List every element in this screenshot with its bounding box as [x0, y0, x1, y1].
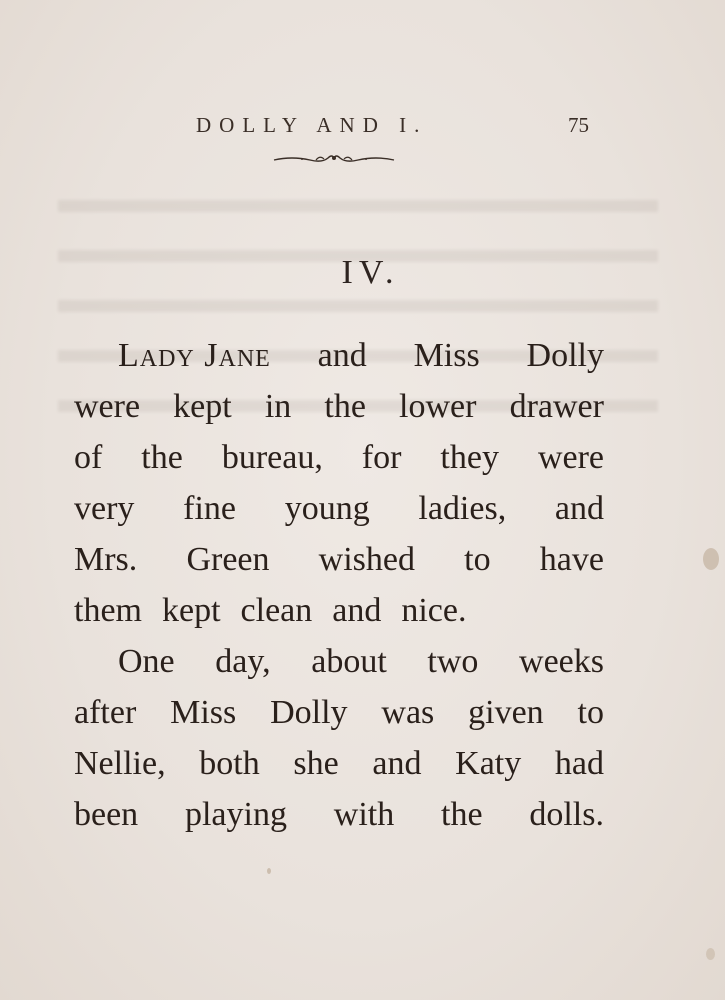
word: for: [361, 439, 402, 476]
word: weeks: [519, 643, 604, 680]
text-line: [74, 483, 604, 534]
word: Nellie,: [74, 745, 166, 782]
word: Mrs.: [74, 541, 138, 578]
word: to: [577, 694, 604, 731]
word: the: [324, 388, 366, 425]
word: them: [74, 592, 142, 629]
word: about: [311, 643, 387, 680]
word: and: [554, 490, 604, 527]
word: have: [539, 541, 604, 578]
text-line: [74, 534, 604, 585]
word: wished: [318, 541, 415, 578]
word: lower: [399, 388, 477, 425]
text-line: [74, 585, 604, 636]
foxing-spot: [267, 868, 271, 874]
text-line: [74, 738, 604, 789]
word: nice.: [401, 592, 467, 629]
word: bureau,: [221, 439, 323, 476]
word: Lady Jane: [118, 337, 271, 374]
text-line: [74, 432, 604, 483]
word: she: [293, 745, 339, 782]
word: of: [74, 439, 103, 476]
word: the: [141, 439, 183, 476]
word: two: [427, 643, 479, 680]
word: in: [264, 388, 292, 425]
text-line: [74, 330, 604, 381]
word: day,: [215, 643, 271, 680]
word: clean: [240, 592, 313, 629]
word: drawer: [509, 388, 604, 425]
word: ladies,: [418, 490, 507, 527]
word: and: [317, 337, 367, 374]
word: One: [118, 643, 175, 680]
word: was: [381, 694, 435, 731]
word: Dolly: [270, 694, 348, 731]
word: dolls.: [529, 796, 604, 833]
word: had: [554, 745, 604, 782]
word: kept: [173, 388, 232, 425]
text-line: [74, 636, 604, 687]
word: both: [199, 745, 260, 782]
running-title: DOLLY AND I.: [196, 113, 428, 137]
foxing-spot: [706, 948, 715, 960]
text-line: [74, 381, 604, 432]
word: Green: [186, 541, 270, 578]
word: fine: [183, 490, 236, 527]
word: after: [74, 694, 137, 731]
word: kept: [161, 592, 221, 629]
word: and: [372, 745, 422, 782]
word: very: [74, 490, 135, 527]
word: the: [441, 796, 483, 833]
chapter-heading: IV.: [341, 254, 400, 291]
word: Miss: [170, 694, 237, 731]
word: were: [537, 439, 604, 476]
word: playing: [184, 796, 287, 833]
word: with: [333, 796, 395, 833]
word: Dolly: [526, 337, 604, 374]
text-line: [74, 687, 604, 738]
word: given: [468, 694, 544, 731]
foxing-spot: [703, 548, 719, 570]
word: been: [74, 796, 139, 833]
word: to: [464, 541, 491, 578]
text-line: [74, 789, 604, 840]
word: and: [332, 592, 382, 629]
word: were: [74, 388, 141, 425]
word: young: [284, 490, 370, 527]
word: Katy: [455, 745, 522, 782]
page-number: 75: [568, 113, 589, 137]
word: they: [440, 439, 499, 476]
word: Miss: [413, 337, 480, 374]
ornament-divider: [272, 152, 396, 166]
body-text: [74, 330, 604, 840]
